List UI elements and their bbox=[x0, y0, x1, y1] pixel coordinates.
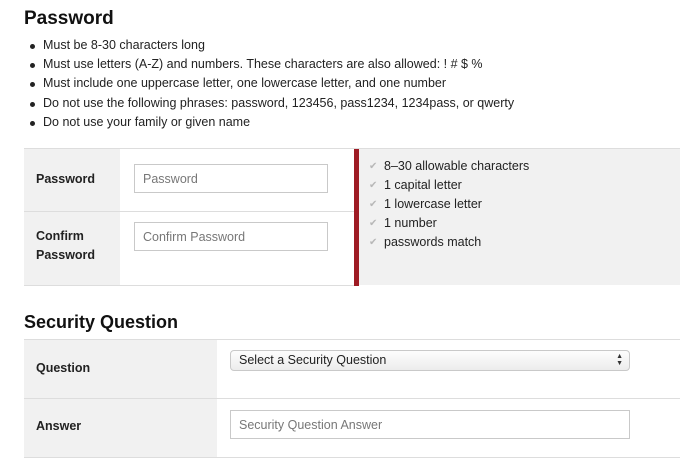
security-answer-input[interactable] bbox=[230, 410, 630, 439]
question-label: Question bbox=[36, 361, 91, 375]
security-question-selected: Select a Security Question bbox=[239, 353, 387, 367]
select-arrows-icon: ▲ ▼ bbox=[616, 353, 623, 367]
check-icon: ✔ bbox=[369, 237, 378, 248]
password-input[interactable] bbox=[134, 164, 328, 193]
password-label: Password bbox=[36, 172, 96, 186]
requirement-item bbox=[369, 176, 529, 195]
password-heading: Password bbox=[24, 8, 114, 29]
confirm-label-line1: Confirm bbox=[36, 229, 84, 243]
password-labels-column bbox=[24, 149, 120, 286]
answer-label: Answer bbox=[36, 419, 82, 433]
security-panel-bottom-border bbox=[24, 457, 680, 458]
confirm-password-label bbox=[36, 227, 95, 265]
security-row-divider bbox=[24, 398, 680, 399]
requirement-text: 1 capital letter bbox=[384, 178, 462, 192]
password-requirements-list bbox=[369, 157, 529, 252]
password-row-divider bbox=[24, 211, 354, 212]
check-icon: ✔ bbox=[369, 180, 378, 191]
confirm-label-line2: Password bbox=[36, 248, 96, 262]
requirement-text: passwords match bbox=[384, 235, 482, 249]
requirement-text: 8–30 allowable characters bbox=[384, 159, 530, 173]
password-rule: Must be 8-30 characters long bbox=[28, 36, 514, 55]
password-rule: Must use letters (A-Z) and numbers. These characters are also allowed: ! # $ % bbox=[28, 55, 514, 74]
requirement-text: 1 number bbox=[384, 216, 437, 230]
check-icon: ✔ bbox=[369, 161, 378, 172]
requirement-item bbox=[369, 157, 529, 176]
check-icon: ✔ bbox=[369, 218, 378, 229]
security-question-select[interactable] bbox=[230, 350, 630, 371]
password-rule: Do not use your family or given name bbox=[28, 113, 514, 132]
requirements-accent-bar bbox=[354, 149, 359, 286]
security-question-panel bbox=[24, 340, 680, 458]
security-question-heading: Security Question bbox=[24, 312, 179, 332]
password-form-panel bbox=[24, 148, 680, 285]
requirement-item bbox=[369, 195, 529, 214]
requirement-item bbox=[369, 233, 529, 252]
password-rule: Do not use the following phrases: password, 123456, pass1234, 1234pass, or qwerty bbox=[28, 94, 514, 113]
password-rule: Must include one uppercase letter, one lowercase letter, and one number bbox=[28, 74, 514, 93]
password-fields-column bbox=[120, 149, 354, 286]
password-rules-list bbox=[28, 36, 514, 132]
requirement-text: 1 lowercase letter bbox=[384, 197, 482, 211]
check-icon: ✔ bbox=[369, 199, 378, 210]
security-labels-column bbox=[24, 340, 217, 458]
password-panel-bottom-border bbox=[24, 285, 354, 286]
requirement-item bbox=[369, 214, 529, 233]
confirm-password-input[interactable] bbox=[134, 222, 328, 251]
